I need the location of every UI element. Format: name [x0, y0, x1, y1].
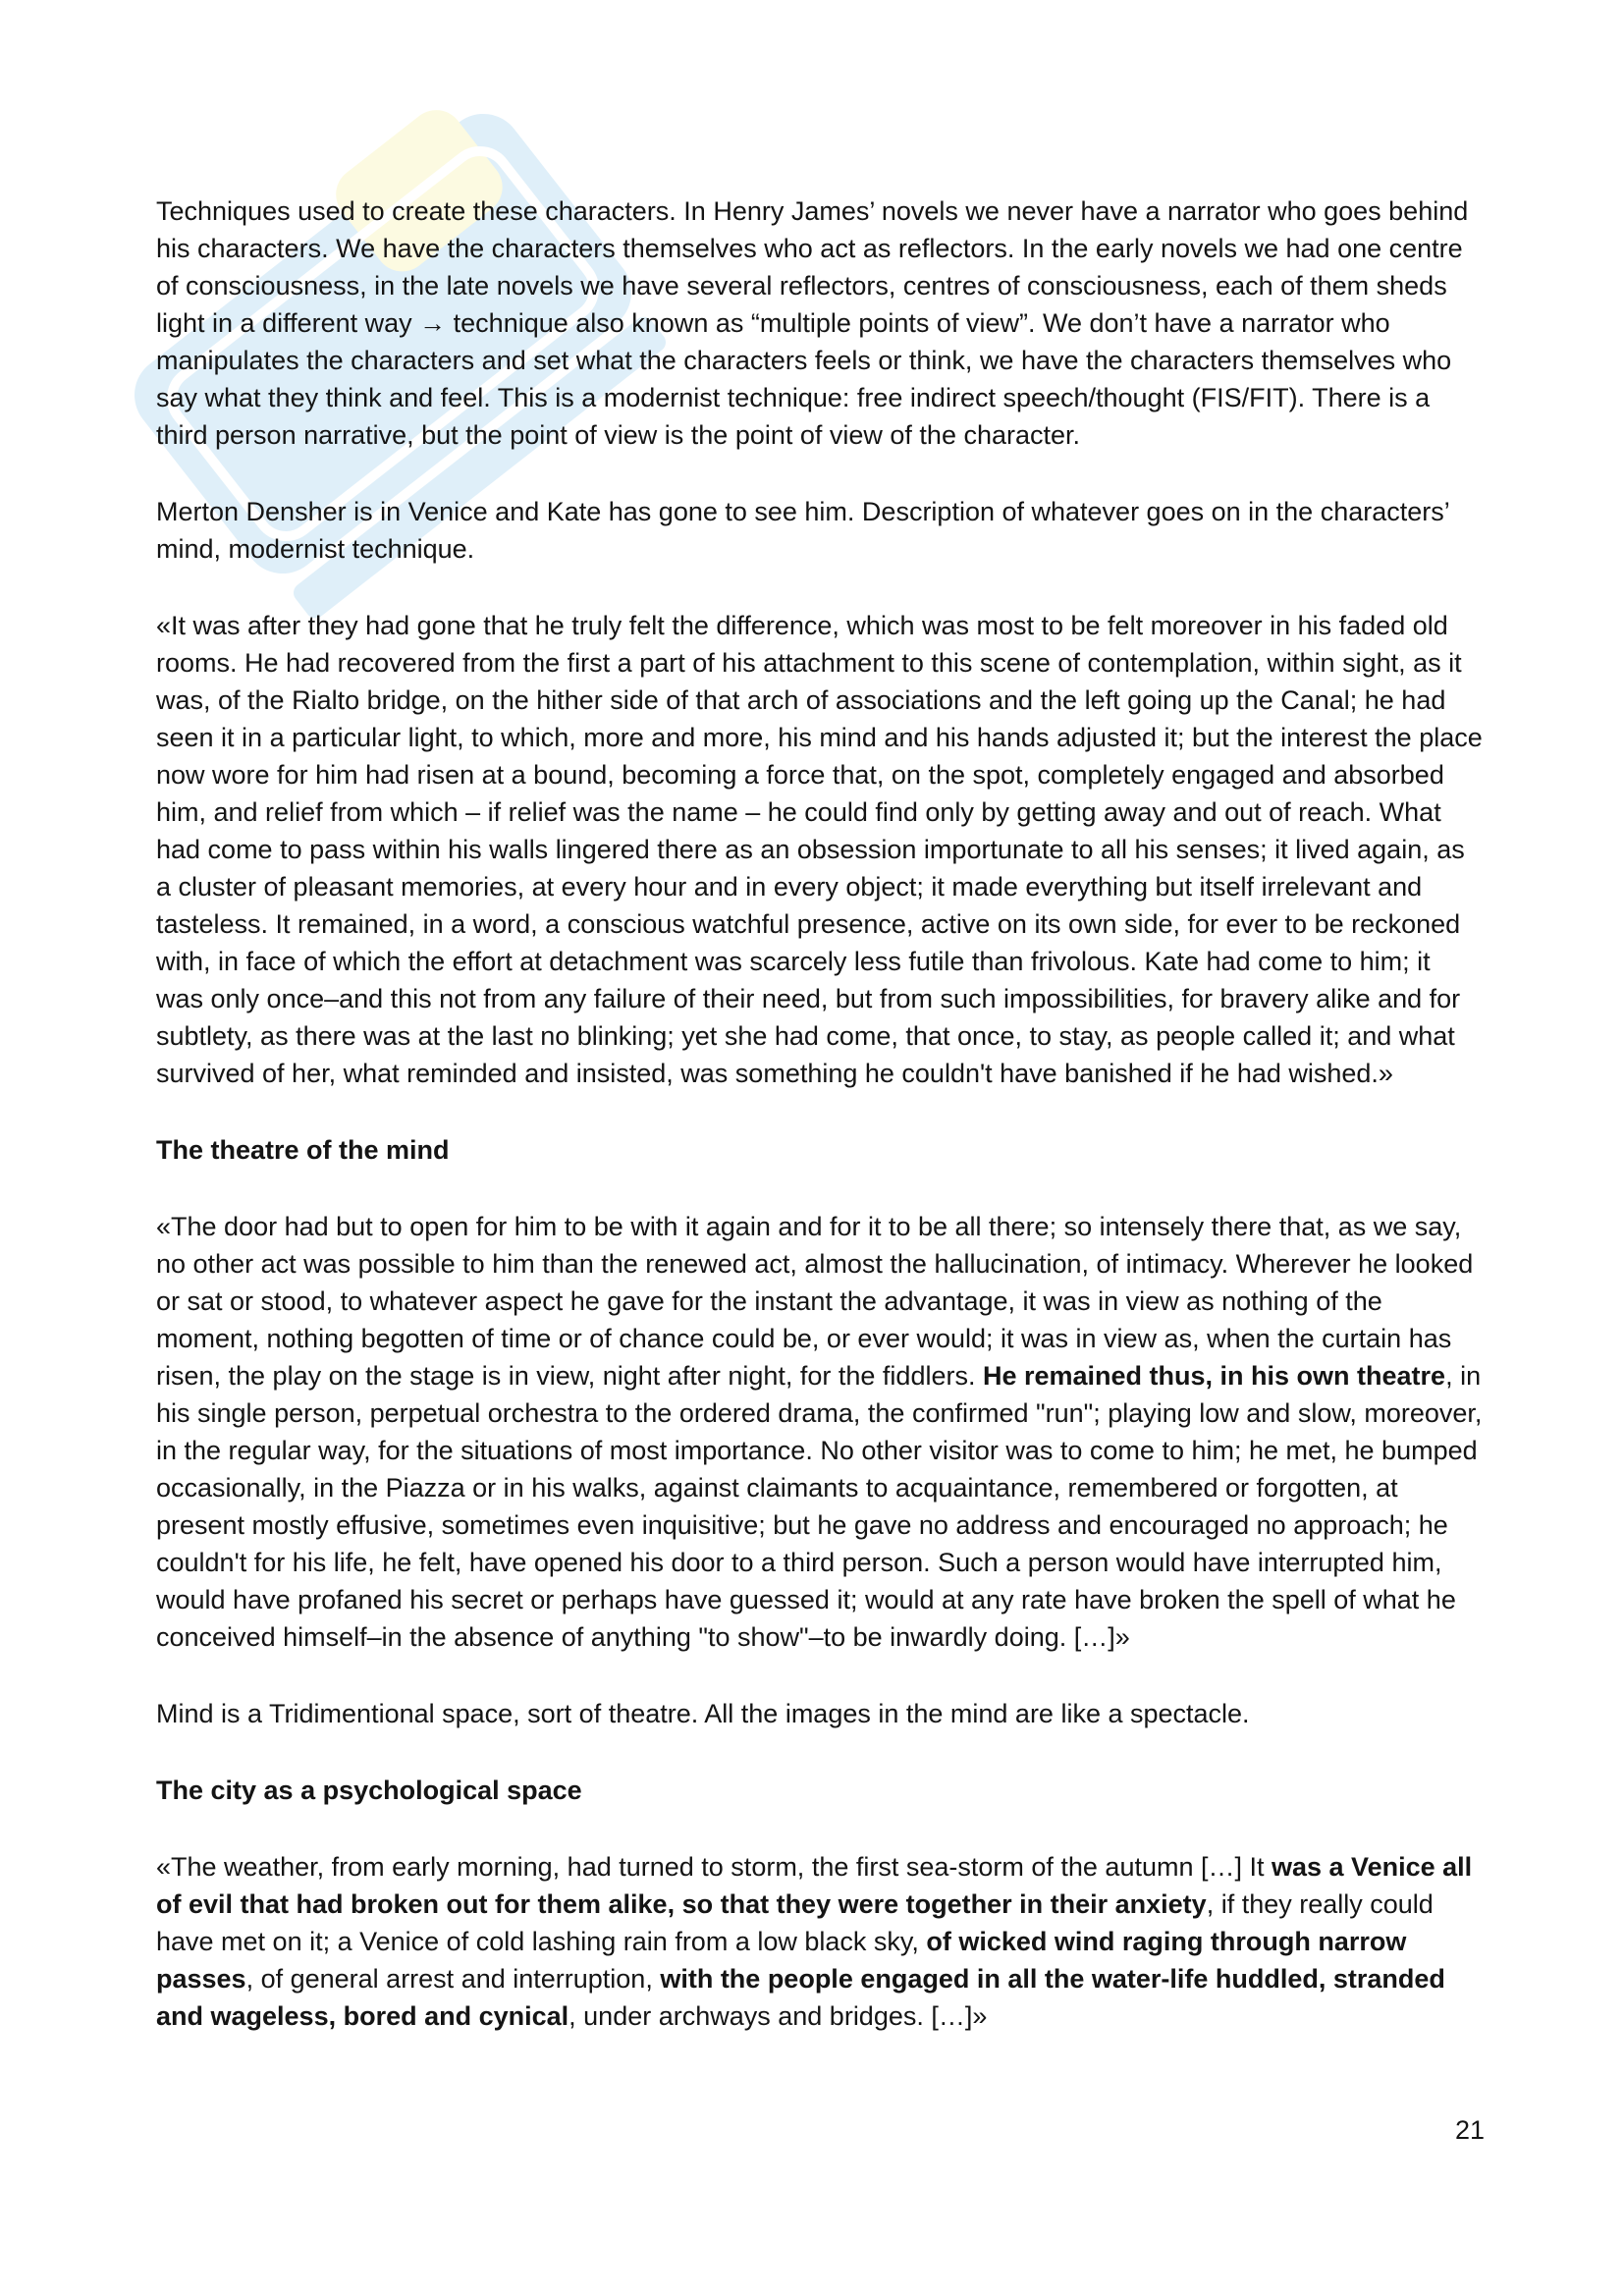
quote-venice-part-a: «The weather, from early morning, had turned to storm, the first sea-storm of the autumn […] It: [156, 1852, 1272, 1882]
page-number: 21: [1454, 2115, 1485, 2145]
quote-theatre-part-c: , in his single person, perpetual orchestra to the ordered drama, the confirmed "run"; playing low and slow, moreover, in the regular way, for the situations of most importance. No other visitor was to come to him; he met, he bumped occasionally, in the Piazza or in his walks, against claimants to acquaintance, remembered or forgotten, at present mostly effusive, sometimes even inquisitive; but he gave no address and encouraged no approach; he couldn't for his life, he felt, have opened his door to a third person. Such a person would have interrupted him, would have profaned his secret or perhaps have guessed it; would at any rate have broken the spell of what he conceived himself–in the absence of anything "to show"–to be inwardly doing. […]»: [156, 1361, 1483, 1652]
paragraph-mind-space: Mind is a Tridimentional space, sort of theatre. All the images in the mind are like a spectacle.: [156, 1699, 1250, 1728]
quote-theatre-part-a: «The door had but to open for him to be with it again and for it to be all there; so intensely there that, as we say, no other act was possible to him than the renewed act, almost the hallucination, of intimacy. Wherever he looked or sat or stood, to whatever aspect he gave for the instant the advantage, it was in view as nothing of the moment, nothing begotten of time or of chance could be, or ever would; it was in view as, when the curtain has risen, the play on the stage is in view, night after night, for the fiddlers.: [156, 1212, 1474, 1391]
quote-venice-bold-3: with the people engaged in all the water-life huddled, stranded and wageless, bored and cynical: [156, 1964, 1445, 2031]
quote-venice-part-g: , under archways and bridges. […]»: [568, 2001, 988, 2031]
quote-venice-bold-2: of wicked wind raging through narrow passes: [156, 1927, 1407, 1994]
paragraph-techniques: Techniques used to create these characters. In Henry James’ novels we never have a narrator who goes behind his characters. We have the characters themselves who act as reflectors. In the early novels we had one centre of consciousness, in the late novels we have several reflectors, centres of consciousness, each of them sheds light in a different way → technique also known as “multiple points of view”. We don’t have a narrator who manipulates the characters and set what the characters feels or think, we have the characters themselves who say what they think and feel. This is a modernist technique: free indirect speech/thought (FIS/FIT). There is a third person narrative, but the point of view is the point of view of the character.: [156, 196, 1469, 450]
heading-theatre-of-the-mind: The theatre of the mind: [156, 1135, 450, 1165]
quote-theatre-passage: [156, 1208, 1484, 1656]
heading-city-psychological-space: The city as a psychological space: [156, 1776, 582, 1805]
quote-venice-storm: [156, 1848, 1484, 2035]
document-body: [156, 192, 1484, 2074]
quote-rialto-passage: «It was after they had gone that he truly felt the difference, which was most to be felt moreover in his faded old rooms. He had recovered from the first a part of his attachment to this scene of contemplation, within sight, as it was, of the Rialto bridge, on the hither side of that arch of associations and the left going up the Canal; he had seen it in a particular light, to which, more and more, his mind and his hands adjusted it; but the interest the place now wore for him had risen at a bound, becoming a force that, on the spot, completely engaged and absorbed him, and relief from which – if relief was the name – he could find only by getting away and out of reach. What had come to pass within his walls lingered there as an obsession importunate to all his senses; it lived again, as a cluster of pleasant memories, at every hour and in every object; it made everything but itself irrelevant and tasteless. It remained, in a word, a conscious watchful presence, active on its own side, for ever to be reckoned with, in face of which the effort at detachment was scarcely less futile than frivolous. Kate had come to him; it was only once–and this not from any failure of their need, but from such impossibilities, for bravery alike and for subtlety, as there was at the last no blinking; yet she had come, that once, to stay, as people called it; and what survived of her, what reminded and insisted, was something he couldn't have banished if he had wished.»: [156, 611, 1483, 1088]
quote-theatre-bold: He remained thus, in his own theatre: [982, 1361, 1446, 1391]
paragraph-merton-densher: Merton Densher is in Venice and Kate has gone to see him. Description of whatever goes on in the characters’ mind, modernist technique.: [156, 497, 1449, 564]
quote-venice-bold-1: was a Venice all of evil that had broken out for them alike, so that they were together in their anxiety: [156, 1852, 1473, 1919]
quote-venice-part-e: , of general arrest and interruption,: [245, 1964, 661, 1994]
quote-venice-part-c: , if they really could have met on it; a Venice of cold lashing rain from a low black sky,: [156, 1889, 1434, 1956]
